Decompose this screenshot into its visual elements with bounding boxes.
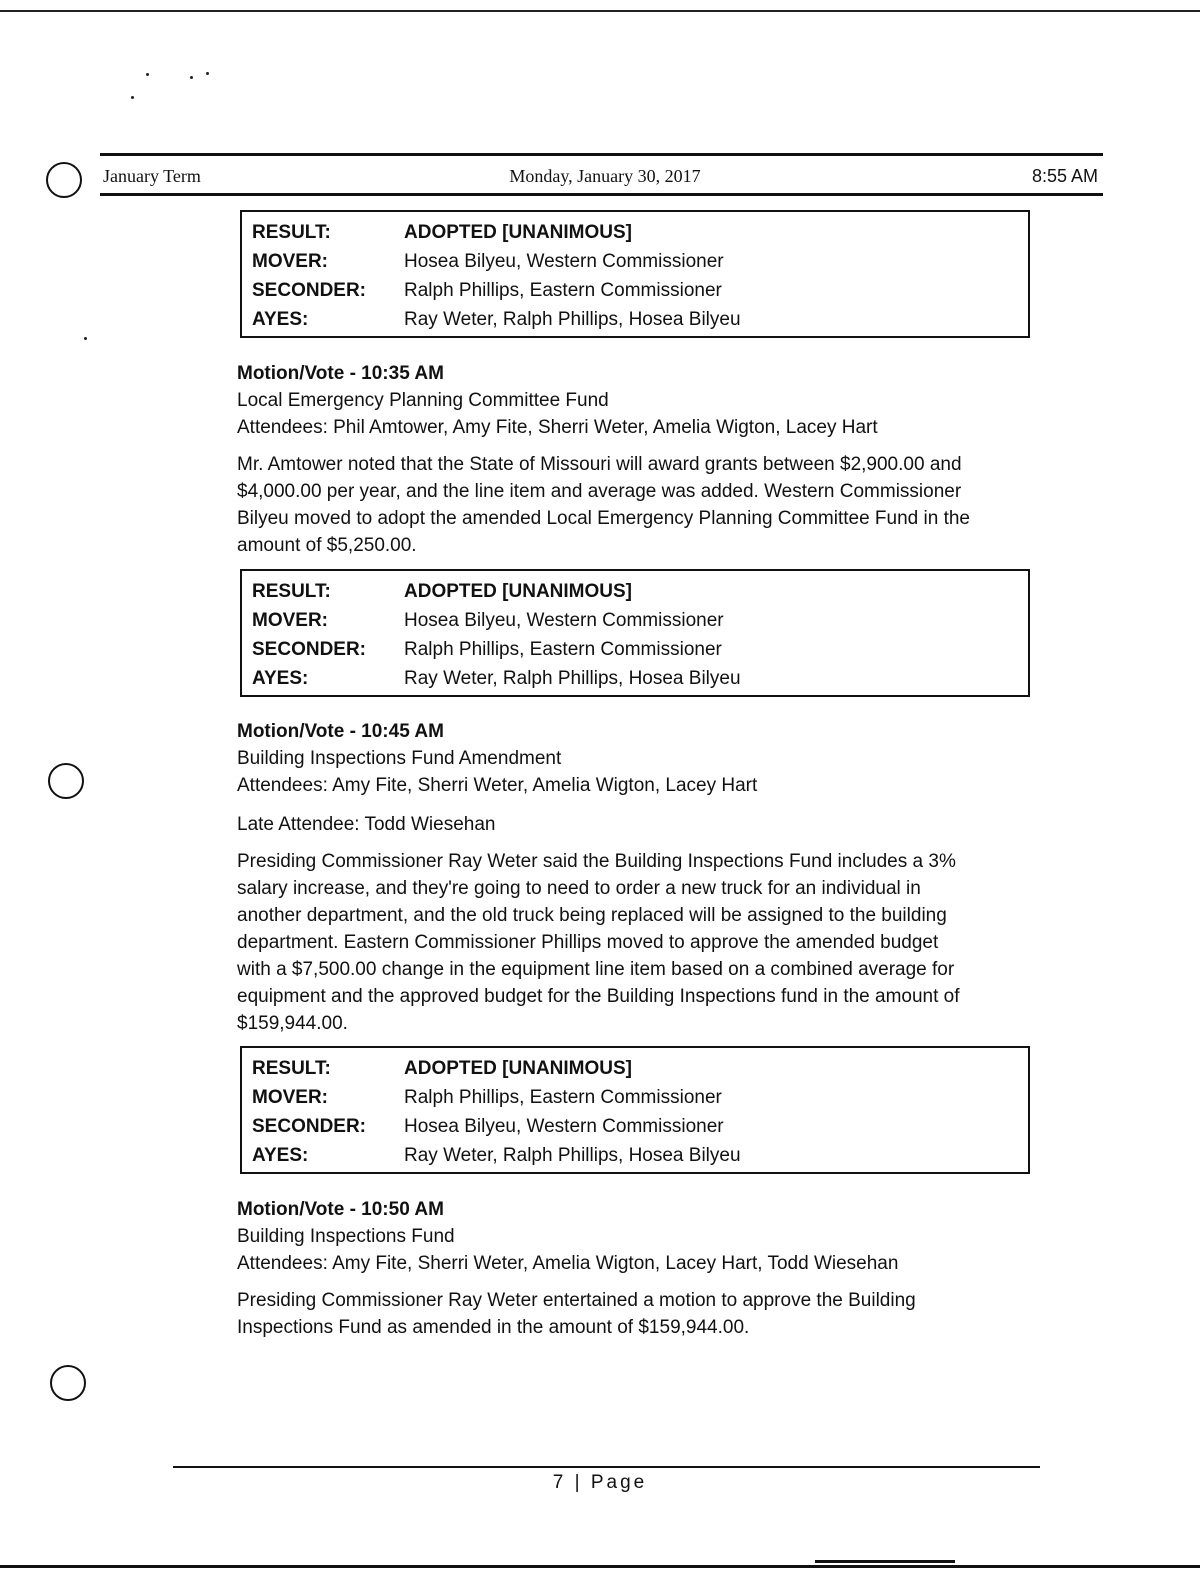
paragraph-line: Mr. Amtower noted that the State of Missouri will award grants between $2,900.00 and (237, 454, 962, 475)
paragraph-line: amount of $5,250.00. (237, 535, 417, 556)
mover-label: MOVER: (252, 609, 328, 631)
vote-result-box (240, 210, 1030, 338)
paragraph-line: $4,000.00 per year, and the line item and average was added. Western Commissioner (237, 481, 962, 502)
seconder-label: SECONDER: (252, 279, 367, 301)
mover-value: Ralph Phillips, Eastern Commissioner (404, 1086, 722, 1108)
header-time: 8:55 AM (1031, 166, 1098, 186)
motion-heading: Motion/Vote - 10:50 AM (237, 1199, 444, 1220)
ayes-label: AYES: (252, 1144, 309, 1166)
result-value: ADOPTED [UNANIMOUS] (404, 580, 632, 602)
paragraph-line: salary increase, and they're going to need to order a new truck for an individual in (237, 878, 921, 899)
paragraph-line: with a $7,500.00 change in the equipment line item based on a combined average for (237, 959, 955, 980)
paragraph-line: $159,944.00. (237, 1013, 348, 1034)
header-rule-bottom (100, 193, 1103, 196)
paragraph-line: another department, and the old truck being replaced will be assigned to the building (237, 905, 947, 926)
ayes-label: AYES: (252, 667, 309, 689)
seconder-label: SECONDER: (252, 638, 367, 660)
mover-value: Hosea Bilyeu, Western Commissioner (404, 250, 724, 272)
late-attendee: Late Attendee: Todd Wiesehan (237, 814, 496, 835)
vote-result-box (240, 569, 1030, 697)
scan-edge-bottom (0, 1565, 1200, 1568)
hole-punch-icon (48, 763, 84, 799)
attendees: Attendees: Amy Fite, Sherri Weter, Amelia Wigton, Lacey Hart, Todd Wiesehan (237, 1253, 899, 1274)
ayes-value: Ray Weter, Ralph Phillips, Hosea Bilyeu (404, 1144, 741, 1166)
scan-edge-bottom-notch (815, 1560, 955, 1563)
seconder-value: Hosea Bilyeu, Western Commissioner (404, 1115, 724, 1137)
scan-edge-top (0, 10, 1200, 12)
seconder-value: Ralph Phillips, Eastern Commissioner (404, 638, 722, 660)
motion-title: Local Emergency Planning Committee Fund (237, 390, 609, 411)
seconder-value: Ralph Phillips, Eastern Commissioner (404, 279, 722, 301)
header-rule-top (100, 153, 1103, 156)
paragraph-line: Inspections Fund as amended in the amount of $159,944.00. (237, 1317, 750, 1338)
footer-rule (173, 1466, 1040, 1468)
mover-label: MOVER: (252, 1086, 328, 1108)
result-value: ADOPTED [UNANIMOUS] (404, 1057, 632, 1079)
hole-punch-icon (50, 1365, 86, 1401)
page-number: 7 | Page (552, 1472, 648, 1493)
result-label: RESULT: (252, 580, 331, 602)
ayes-label: AYES: (252, 308, 309, 330)
result-value: ADOPTED [UNANIMOUS] (404, 221, 632, 243)
result-label: RESULT: (252, 1057, 331, 1079)
motion-section (237, 360, 1037, 559)
mover-value: Hosea Bilyeu, Western Commissioner (404, 609, 724, 631)
attendees: Attendees: Phil Amtower, Amy Fite, Sherri Weter, Amelia Wigton, Lacey Hart (237, 417, 878, 438)
header-date: Monday, January 30, 2017 (509, 166, 701, 186)
motion-paragraph (237, 1287, 1037, 1341)
ayes-value: Ray Weter, Ralph Phillips, Hosea Bilyeu (404, 308, 741, 330)
motion-paragraph (237, 848, 1037, 1037)
paragraph-line: Bilyeu moved to adopt the amended Local Emergency Planning Committee Fund in the (237, 508, 970, 529)
scan-speck (146, 73, 149, 76)
motion-section (237, 718, 1037, 1037)
paragraph-line: Presiding Commissioner Ray Weter entertained a motion to approve the Building (237, 1290, 916, 1311)
motion-heading: Motion/Vote - 10:45 AM (237, 721, 444, 742)
attendees: Attendees: Amy Fite, Sherri Weter, Amelia Wigton, Lacey Hart (237, 775, 758, 796)
motion-section (237, 1196, 1037, 1341)
vote-result-box (240, 1046, 1030, 1174)
paragraph-line: Presiding Commissioner Ray Weter said the Building Inspections Fund includes a 3% (237, 851, 956, 872)
seconder-label: SECONDER: (252, 1115, 367, 1137)
ayes-value: Ray Weter, Ralph Phillips, Hosea Bilyeu (404, 667, 741, 689)
result-label: RESULT: (252, 221, 331, 243)
header-term: January Term (103, 166, 201, 186)
motion-title: Building Inspections Fund (237, 1226, 455, 1247)
paragraph-line: department. Eastern Commissioner Phillips moved to approve the amended budget (237, 932, 939, 953)
motion-paragraph (237, 451, 1037, 559)
scan-speck (84, 337, 87, 340)
motion-heading: Motion/Vote - 10:35 AM (237, 363, 444, 384)
scan-speck (190, 76, 193, 79)
motion-title: Building Inspections Fund Amendment (237, 748, 562, 769)
scan-speck (206, 72, 209, 75)
paragraph-line: equipment and the approved budget for the Building Inspections fund in the amount of (237, 986, 960, 1007)
mover-label: MOVER: (252, 250, 328, 272)
scan-speck (131, 96, 134, 99)
